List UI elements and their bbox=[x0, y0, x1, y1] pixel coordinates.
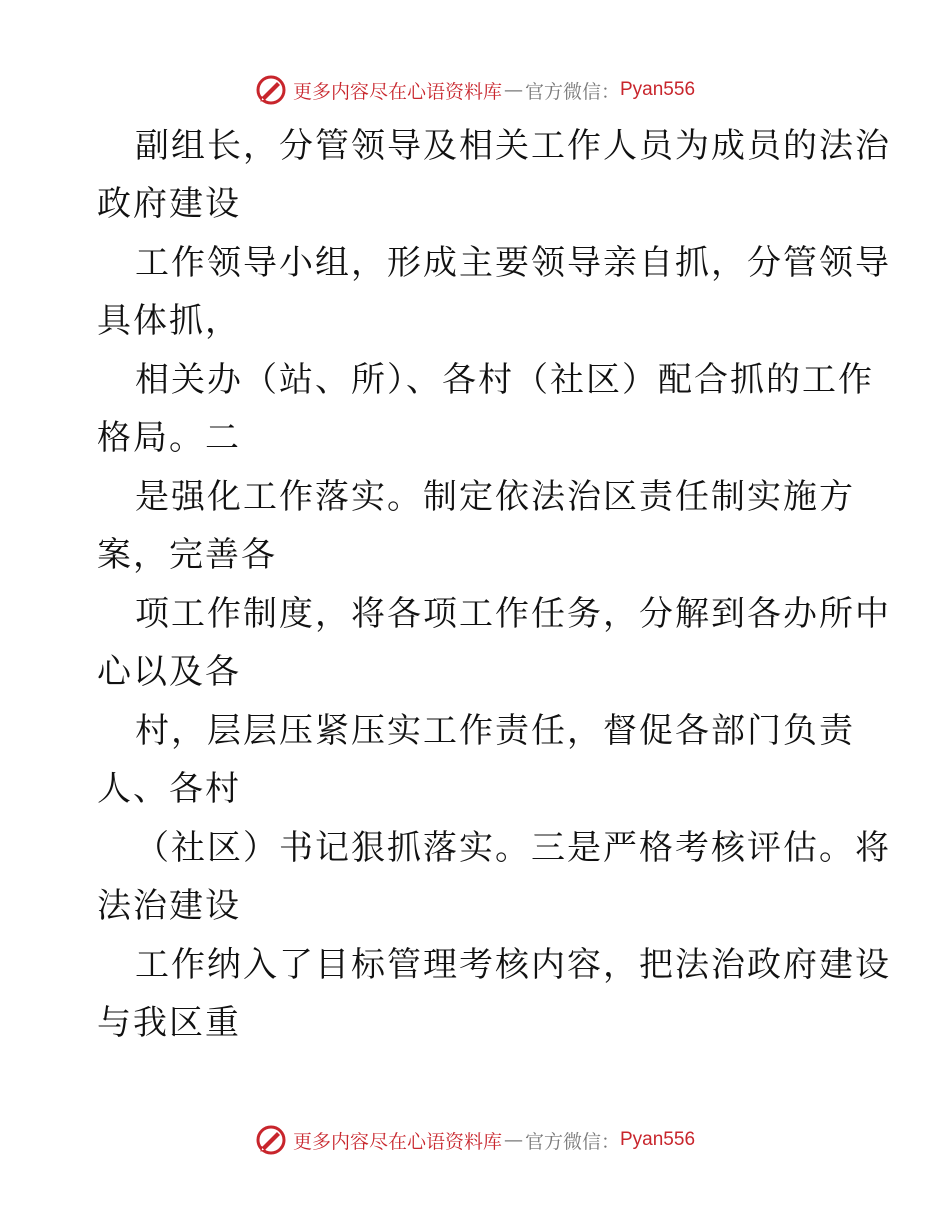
pen-logo-icon bbox=[255, 1124, 287, 1156]
body-line: 人、各村 bbox=[97, 769, 241, 809]
body-line: 心以及各 bbox=[97, 652, 241, 692]
footer-separator: — bbox=[503, 1129, 523, 1151]
body-line: 案，完善各 bbox=[97, 535, 277, 575]
header-wechat-id: Pyan556 bbox=[620, 79, 696, 100]
body-line: （社区）书记狠抓落实。三是严格考核评估。将 bbox=[135, 828, 891, 868]
pen-logo-icon bbox=[255, 74, 287, 106]
header-separator: — bbox=[503, 79, 523, 101]
body-line: 村，层层压紧压实工作责任，督促各部门负责 bbox=[135, 711, 855, 751]
body-line: 与我区重 bbox=[97, 1003, 241, 1043]
footer-wechat-id: Pyan556 bbox=[620, 1129, 696, 1150]
body-line: 具体抓， bbox=[97, 301, 241, 341]
body-line: 政府建设 bbox=[97, 184, 241, 224]
body-line: 工作领导小组，形成主要领导亲自抓，分管领导 bbox=[135, 243, 891, 283]
body-line: 是强化工作落实。制定依法治区责任制实施方 bbox=[135, 477, 855, 517]
header-watermark bbox=[0, 70, 950, 110]
header-wechat-label: 官方微信： bbox=[524, 80, 620, 103]
body-line: 工作纳入了目标管理考核内容，把法治政府建设 bbox=[135, 945, 891, 985]
body-line: 副组长，分管领导及相关工作人员为成员的法治 bbox=[135, 126, 891, 166]
body-line: 项工作制度，将各项工作任务，分解到各办所中 bbox=[135, 594, 891, 634]
body-line: 法治建设 bbox=[97, 886, 241, 926]
body-line: 格局。二 bbox=[97, 418, 241, 458]
header-site-text: 更多内容尽在心语资料库 bbox=[292, 80, 502, 103]
footer-watermark bbox=[0, 1120, 950, 1160]
footer-site-text: 更多内容尽在心语资料库 bbox=[292, 1130, 502, 1153]
body-line: 相关办（站、所）、各村（社区）配合抓的工作 bbox=[135, 360, 874, 400]
footer-wechat-label: 官方微信： bbox=[524, 1130, 620, 1153]
